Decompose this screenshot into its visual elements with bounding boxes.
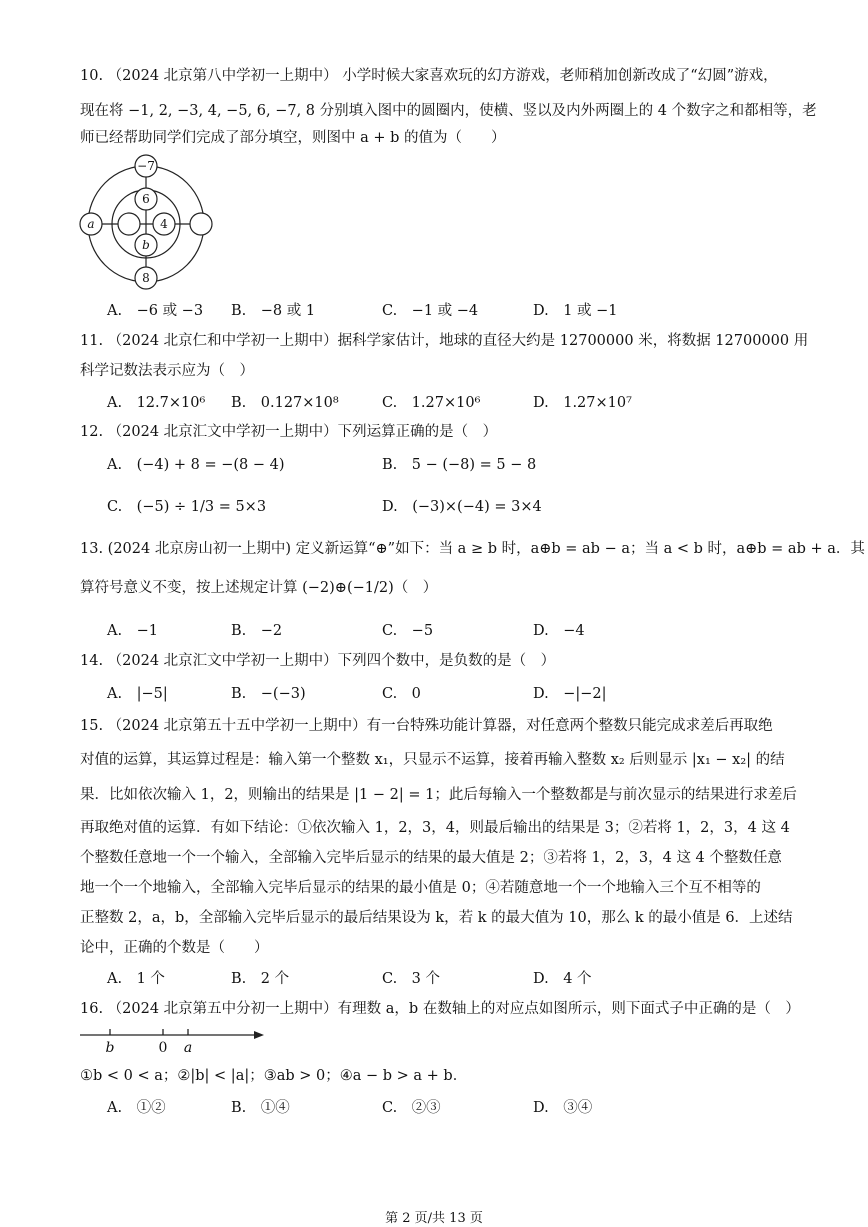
q13-option-a[interactable]: A. −1 xyxy=(107,623,158,639)
q14-line-1: 14. （2024 北京汇文中学初一上期中）下列四个数中，是负数的是（ ） xyxy=(80,653,556,669)
q16-line-2: ①b < 0 < a；②|b| < |a|；③ab > 0；④a − b > a + b． xyxy=(80,1068,468,1084)
q10-option-b[interactable]: B. −8 或 1 xyxy=(231,303,316,319)
circle-left-value: a xyxy=(87,217,95,231)
q14-option-d[interactable]: D. −|−2| xyxy=(533,686,607,702)
q10-option-c[interactable]: C. −1 或 −4 xyxy=(382,303,479,319)
q15-option-b[interactable]: B. 2 个 xyxy=(231,971,290,987)
q12-option-b[interactable]: B. 5 − (−8) = 5 − 8 xyxy=(382,457,537,473)
numberline-label-a: a xyxy=(183,1040,193,1056)
number-line-figure xyxy=(78,1026,268,1056)
q13-option-d[interactable]: D. −4 xyxy=(533,623,585,639)
q15-line-3: 果．比如依次输入 1，2，则输出的结果是 |1 − 2| = 1；此后每输入一个整数都是与前次显示的结果进行求差后 xyxy=(80,787,797,803)
circle-inner-top-value: 6 xyxy=(142,192,150,206)
q16-option-c[interactable]: C. ②③ xyxy=(382,1100,441,1116)
q11-line-1: 11. （2024 北京仁和中学初一上期中）据科学家估计，地球的直径大约是 12700000 米，将数据 12700000 用 xyxy=(80,333,809,349)
magic-circle-figure xyxy=(74,152,224,292)
q15-line-1: 15. （2024 北京第五十五中学初一上期中）有一台特殊功能计算器，对任意两个整数只能完成求差后再取绝 xyxy=(80,718,773,734)
numberline-label-zero: 0 xyxy=(158,1040,168,1056)
q11-option-a[interactable]: A. 12.7×10⁶ xyxy=(107,395,206,411)
q15-line-6: 地一个一个地输入，全部输入完毕后显示的结果的最小值是 0；④若随意地一个一个地输入三个互不相等的 xyxy=(80,880,761,896)
q13-option-b[interactable]: B. −2 xyxy=(231,623,283,639)
q15-option-a[interactable]: A. 1 个 xyxy=(107,971,165,987)
q10-option-a[interactable]: A. −6 或 −3 xyxy=(107,303,204,319)
q11-option-b[interactable]: B. 0.127×10⁸ xyxy=(231,395,339,411)
q10-line-1: 10. （2024 北京第八中学初一上期中） 小学时候大家喜欢玩的幻方游戏，老师稍加创新改成了“幻圆”游戏， xyxy=(80,68,778,84)
q11-option-c[interactable]: C. 1.27×10⁶ xyxy=(382,395,481,411)
q13-line-2: 算符号意义不变，按上述规定计算 (−2)⊕(−1/2)（ ） xyxy=(80,580,438,596)
q14-option-c[interactable]: C. 0 xyxy=(382,686,421,702)
q13-line-1: 13. (2024 北京房山初一上期中) 定义新运算“⊕”如下：当 a ≥ b 时，a⊕b = ab − a；当 a < b 时，a⊕b = ab + a．其 xyxy=(80,541,865,557)
q11-line-2: 科学记数法表示应为（ ） xyxy=(80,363,254,379)
q12-option-a[interactable]: A. (−4) + 8 = −(8 − 4) xyxy=(107,457,285,473)
q13-option-c[interactable]: C. −5 xyxy=(382,623,434,639)
numberline-label-b: b xyxy=(105,1040,115,1056)
q10-option-d[interactable]: D. 1 或 −1 xyxy=(533,303,618,319)
q12-option-d[interactable]: D. (−3)×(−4) = 3×4 xyxy=(382,499,542,515)
q15-line-5: 个整数任意地一个一个输入，全部输入完毕后显示的结果的最大值是 2；③若将 1，2，3，4 这 4 个整数任意 xyxy=(80,850,782,866)
circle-inner-bottom-value: b xyxy=(142,238,150,252)
q16-line-1: 16. （2024 北京第五中分初一上期中）有理数 a，b 在数轴上的对应点如图所示，则下面式子中正确的是（ ） xyxy=(80,1001,800,1017)
q15-option-d[interactable]: D. 4 个 xyxy=(533,971,592,987)
q15-line-7: 正整数 2，a，b，全部输入完毕后显示的最后结果设为 k，若 k 的最大值为 10，那么 k 的最小值是 6．上述结 xyxy=(80,910,793,926)
q16-option-b[interactable]: B. ①④ xyxy=(231,1100,290,1116)
circle-bottom-value: 8 xyxy=(142,271,150,285)
q16-option-a[interactable]: A. ①② xyxy=(107,1100,166,1116)
q15-line-2: 对值的运算，其运算过程是：输入第一个整数 x₁，只显示不运算，接着再输入整数 x₂ 后则显示 |x₁ − x₂| 的结 xyxy=(80,752,785,768)
q11-option-d[interactable]: D. 1.27×10⁷ xyxy=(533,395,632,411)
circle-top-value: −7 xyxy=(137,159,155,173)
q12-option-c[interactable]: C. (−5) ÷ 1/3 = 5×3 xyxy=(107,499,267,515)
q15-line-4: 再取绝对值的运算．有如下结论：①依次输入 1，2，3，4，则最后输出的结果是 3；②若将 1，2，3，4 这 4 xyxy=(80,820,790,836)
q10-line-3: 师已经帮助同学们完成了部分填空，则图中 a + b 的值为（ ） xyxy=(80,130,506,146)
circle-inner-right-value: 4 xyxy=(160,217,168,231)
q15-line-8: 论中，正确的个数是（ ） xyxy=(80,940,269,956)
q14-option-a[interactable]: A. |−5| xyxy=(107,686,168,702)
q10-line-2: 现在将 −1, 2, −3, 4, −5, 6, −7, 8 分别填入图中的圆圈内，使横、竖以及内外两圈上的 4 个数字之和都相等，老 xyxy=(80,103,817,119)
page-footer: 第 2 页/共 13 页 xyxy=(385,1211,483,1226)
q12-line-1: 12. （2024 北京汇文中学初一上期中）下列运算正确的是（ ） xyxy=(80,424,498,440)
q16-option-d[interactable]: D. ③④ xyxy=(533,1100,593,1116)
q14-option-b[interactable]: B. −(−3) xyxy=(231,686,306,702)
q15-option-c[interactable]: C. 3 个 xyxy=(382,971,441,987)
